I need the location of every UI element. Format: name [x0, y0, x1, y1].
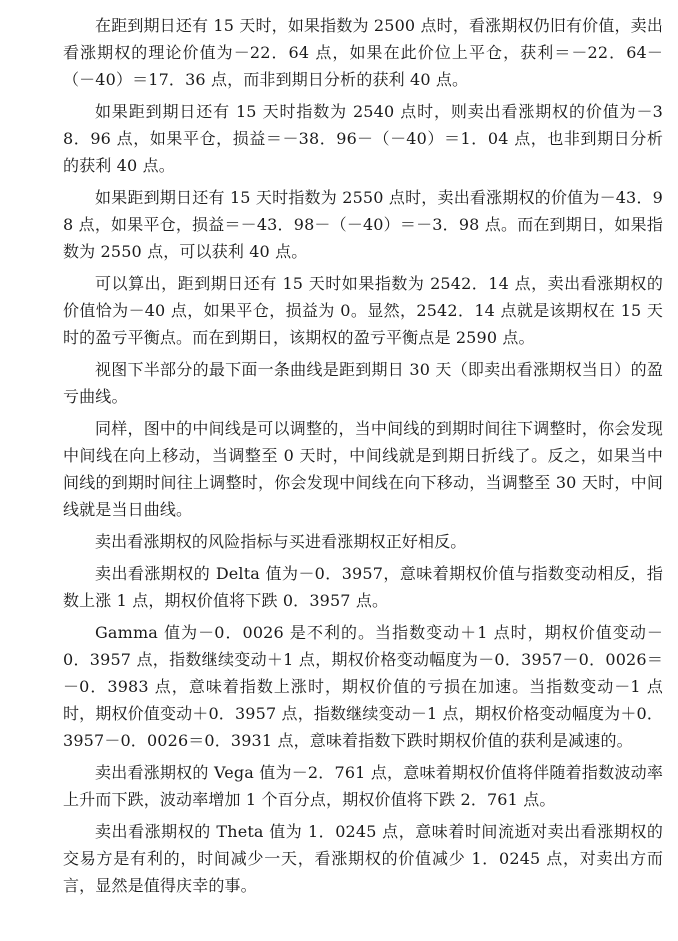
paragraph-4: 可以算出，距到期日还有 15 天时如果指数为 2542．14 点，卖出看涨期权的价值恰为－40 点，如果平仓，损益为 0。显然，2542．14 点就是该期权在 15 天时的盈亏平衡点。而在到期日，该期权的盈亏平衡点是 2590 点。	[63, 274, 663, 347]
paragraph-8: 卖出看涨期权的 Delta 值为－0．3957，意味着期权价值与指数变动相反，指数上涨 1 点，期权价值将下跌 0．3957 点。	[63, 564, 663, 610]
paragraph-9: Gamma 值为－0．0026 是不利的。当指数变动＋1 点时，期权价值变动－0．3957 点，指数继续变动＋1 点，期权价格变动幅度为－0．3957－0．0026＝－0．3983 点，意味着指数上涨时，期权价值的亏损在加速。当指数变动－1 点时，期权价值变动＋0．3957 点，指数继续变动－1 点，期权价格变动幅度为＋0．3957－0．0026＝0．3931 点，意味着指数下跌时期权价值的获利是减速的。	[63, 623, 663, 750]
paragraph-7: 卖出看涨期权的风险指标与买进看涨期权正好相反。	[95, 532, 467, 551]
paragraph-3: 如果距到期日还有 15 天时指数为 2550 点时，卖出看涨期权的价值为－43．98 点，如果平仓，损益＝－43．98－（－40）＝－3．98 点。而在到期日，如果指数为 2550 点，可以获利 40 点。	[63, 188, 663, 261]
paragraph-11: 卖出看涨期权的 Theta 值为 1．0245 点，意味着时间流逝对卖出看涨期权的交易方是有利的，时间减少一天，看涨期权的价值减少 1．0245 点，对卖出方而言，显然是值得庆幸的事。	[63, 822, 663, 895]
document-body	[63, 12, 663, 904]
paragraph-2: 如果距到期日还有 15 天时指数为 2540 点时，则卖出看涨期权的价值为－38．96 点，如果平仓，损益＝－38．96－（－40）＝1．04 点，也非到期日分析的获利 40 点。	[63, 102, 663, 175]
paragraph-1: 在距到期日还有 15 天时，如果指数为 2500 点时，看涨期权仍旧有价值，卖出看涨期权的理论价值为－22．64 点，如果在此价位上平仓，获利＝－22．64－（－40）＝17．36 点，而非到期日分析的获利 40 点。	[63, 16, 663, 89]
paragraph-10: 卖出看涨期权的 Vega 值为－2．761 点，意味着期权价值将伴随着指数波动率上升而下跌，波动率增加 1 个百分点，期权价值将下跌 2．761 点。	[63, 763, 663, 809]
paragraph-5: 视图下半部分的最下面一条曲线是距到期日 30 天（即卖出看涨期权当日）的盈亏曲线。	[63, 360, 663, 406]
paragraph-6: 同样，图中的中间线是可以调整的，当中间线的到期时间往下调整时，你会发现中间线在向上移动，当调整至 0 天时，中间线就是到期日折线了。反之，如果当中间线的到期时间往上调整时，你会发现中间线在向下移动，当调整至 30 天时，中间线就是当日曲线。	[63, 419, 663, 519]
